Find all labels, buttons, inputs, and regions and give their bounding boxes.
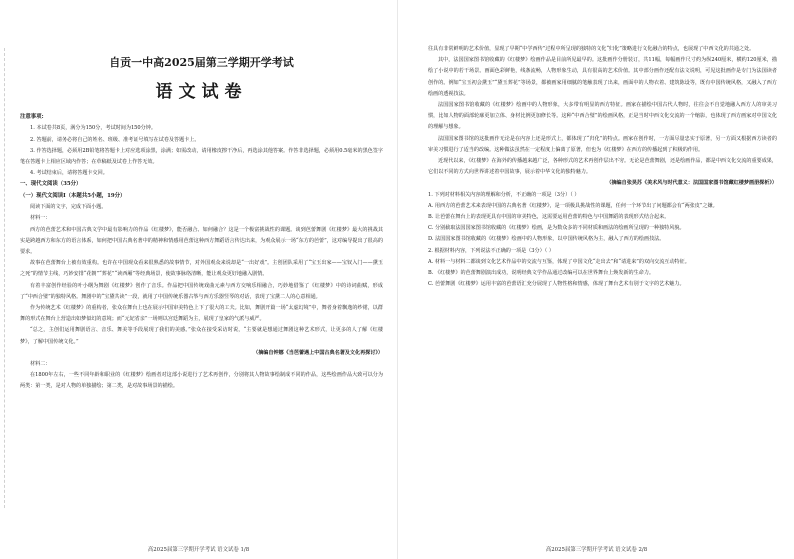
material-paragraph: 其中，法国国家图书馆收藏的《红楼梦》绘画作品是目前所见最早的。这批画作分册装订，共11幅，每幅画作尺寸约为纵240厘米，横约120厘米，描绘了小说中的若干场景。画面色彩鲜艳，线条流畅，人物形象生动，具有很高的艺术价值。其中部分画作还配有法文说明，可见这批画作是专门为法国读者创作的。例如“宝玉初会黛玉”“黛玉葬花”等场景，都被画家用细腻的笔触表现了出来，画面中的人物衣着、建筑陈设等，既有中国传统风格，又融入了西方绘画的透视技法。: [428, 57, 777, 97]
question-stem: 2. 根据材料内容，下列说法不正确的一项是（3分）（ ）: [428, 247, 554, 254]
section-heading: 一、现代文阅读（35分）: [20, 181, 82, 188]
left-content: [20, 10, 383, 539]
material-source: （摘编自张昊苏《美术风与时代意义：法国国家图书馆藏红楼梦画册探析》）: [606, 180, 777, 187]
question-option: B. 《红楼梦》的芭蕾舞剧演出成功，说明经典文学作品通过改编可以在世界舞台上焕发新的生命力。: [428, 270, 655, 277]
material-paragraph: 有着丰富创作经验的叶小纲为舞剧《红楼梦》创作了音乐。作品把中国传统戏曲元素与西方交响乐相融合，巧妙地借鉴了《红楼梦》中的诗词曲赋，形成了“中西合璧”的独特风格。舞剧中的“宝黛共读”一段，就用了中国传统乐器古筝与西方乐器竖琴的对话，表现了宝黛二人的心意相通。: [20, 282, 383, 300]
paper-title: 语文试卷: [155, 82, 248, 102]
binding-line: [4, 48, 13, 508]
exam-title: 自贡一中高2025届第三学期开学考试: [109, 56, 294, 69]
page-footer: 高2025届第三学期开学考试 语文试卷 1/8: [147, 547, 250, 553]
question-option: B. 让芭蕾在舞台上的表现更具有中国的审美特色，这需要运用芭蕾的特色与中国舞蹈的表现形式结合起来。: [428, 214, 670, 221]
question-option: A. 材料一与材料二都谈到文化艺术作品中的交流与互鉴，体现了中国文化“走出去”和“请进来”的双向交流互动特征。: [428, 258, 690, 265]
material-label: 材料二：: [30, 361, 51, 368]
material-paragraph: 往具有非常鲜明的艺术价值，显现了早期“中学西传”过程中所呈现的独特的文化“归化”策略进行文化融合的特点，也展现了中西文化的共通之处。: [428, 46, 755, 52]
reading-instruction: 阅读下面的文字，完成下面小题。: [30, 204, 107, 211]
material-paragraph: 作为传统艺术《红楼梦》的重构者，张众在舞台上也在展示中国审美特色上下了很大的工夫。比如，舞剧开篇一场“太虚幻境”中，舞者身着飘逸的纱裙，以群舞的形式在舞台上营造出如梦似幻的意境；而“元妃省亲”一场则以宫廷舞蹈为主，展现了皇家的气派与威严。: [20, 305, 383, 323]
page-footer: 高2025届第三学期开学考试 语文试卷 2/8: [545, 547, 648, 553]
question-option: A. 用西方的芭蕾艺术来表现中国的古典名著《红楼梦》，是一项极具挑战性的课题，任何一个环节出了问题都会有“两张皮”之嫌。: [428, 202, 718, 209]
page-right: [397, 0, 794, 559]
notice-item: 3. 作答选择题，必须用2B铅笔将答题卡上对应选项涂黑，涂满；如需改动，请用橡皮擦干净后，再选涂其他答案。作答非选择题，必须用0.5毫米的黑色签字笔在答题卡上相应区域内作答；在草稿纸及试卷上作答无效。: [20, 147, 383, 166]
question-option: D. 法国国家图书馆收藏的《红楼梦》绘画中的人物形象，以中国传统风格为主，融入了西方的绘画技法。: [428, 236, 665, 243]
notice-item: 4. 考试结束后，请将答题卡交回。: [30, 170, 108, 177]
right-content: [428, 44, 777, 539]
question-option: C. 芭蕾舞剧《红楼梦》运用丰富的芭蕾语汇充分展现了人物性格和情感，体现了舞台艺术有别于文字的艺术魅力。: [428, 281, 685, 288]
material-paragraph: 在1800年左右，一些不同年龄和职业的《红楼梦》绘画者对这部小说进行了艺术再创作，分别将其人物故事绘制成不同的作品，这些绘画作品大致可以分为两类：第一类，是对人物的单独描绘；第二类，是对故事场景的描绘。: [20, 372, 383, 390]
material-label: 材料一：: [30, 215, 51, 222]
notice-heading: 注意事项:: [20, 114, 44, 120]
notice-item: 1. 本试卷共8页，满分为150分，考试时间为150分钟。: [30, 125, 156, 132]
material-paragraph: 故事在芭蕾舞台上被有效重构。也许在中国观众看来很熟悉的故事情节，对外国观众来说却是“一出好戏”。主创团队采用了“宝玉出家——宝钗入门——黛玉之死”的情节主线，巧妙安排“花朝”“葬花”“读西厢”等经典场景，使故事脉络清晰，能让观众更好地融入剧情。: [20, 260, 383, 278]
subsection-heading: （一）现代文阅读Ⅰ（本题共5小题，19分）: [20, 192, 126, 199]
material-paragraph: 法国国家图书馆收藏的《红楼梦》绘画中的人物形象，大多带有明显的西方特征。画家在描绘中国古代人物时，往往会不自觉地融入西方人的审美习惯，比如人物的面部轮廓更加立体、身材比例更加修长等。这种“中西合璧”的绘画风格，正是当时中西文化交流的一个缩影，也体现了西方画家对中国文化的理解与想象。: [428, 102, 777, 131]
notice-item: 2. 答题前，请务必将自己的姓名、班级、准考证号填写在试卷及答题卡上。: [30, 136, 200, 143]
material-source: （摘编自钟娜《当芭蕾遇上中国古典名著及文化再探讨》）: [253, 349, 383, 356]
material-paragraph: “总之，主创们运用舞剧语言、音乐、舞美等手段展现了我们的美感。”张众在接受采访时说，“主要就是想通过舞剧这种艺术形式，让更多的人了解《红楼梦》，了解中国传统文化。”: [20, 327, 383, 345]
material-paragraph: 西方的芭蕾艺术和中国古典文学中最有影响力的作品《红楼梦》，能否融合、如何融合？这是一个极富挑战性的课题。谈到芭蕾舞剧《红楼梦》最大的挑战其实是跨越西方和东方的语言体系，如何把中国古典名著中的精神和情感用芭蕾这种西方舞蹈语言传达出来，为观众展示一场“东方的芭蕾”，这对编导提出了很高的要求。: [20, 226, 383, 256]
material-paragraph: 近现代以来，《红楼梦》在海外的传播越来越广泛，各种形式的艺术再创作层出不穷。无论是芭蕾舞剧，还是绘画作品，都是中西文化交流的重要成果，它们以不同的方式向世界讲述着中国故事，展示着中华文化的独特魅力。: [428, 158, 777, 176]
question-option: C. 分别截取法国国家图书馆收藏的《红楼梦》绘画，是为数众多的不同材质和画法的绘画所呈现的一种独特风貌。: [428, 225, 685, 232]
material-paragraph: 法国国家图书馆的这批画作无论是在内容上还是形式上，都体现了“归化”的特点。画家在创作时，一方面尽量忠实于原著，另一方面又根据西方读者的审美习惯进行了适当的改编。这种做法虽然在一定程度上偏离了原著，但也为《红楼梦》在西方的传播起到了积极的作用。: [428, 135, 777, 153]
question-stem: 1. 下列对材料相关内容的理解和分析，不正确的一项是（3分）（ ）: [428, 191, 580, 198]
